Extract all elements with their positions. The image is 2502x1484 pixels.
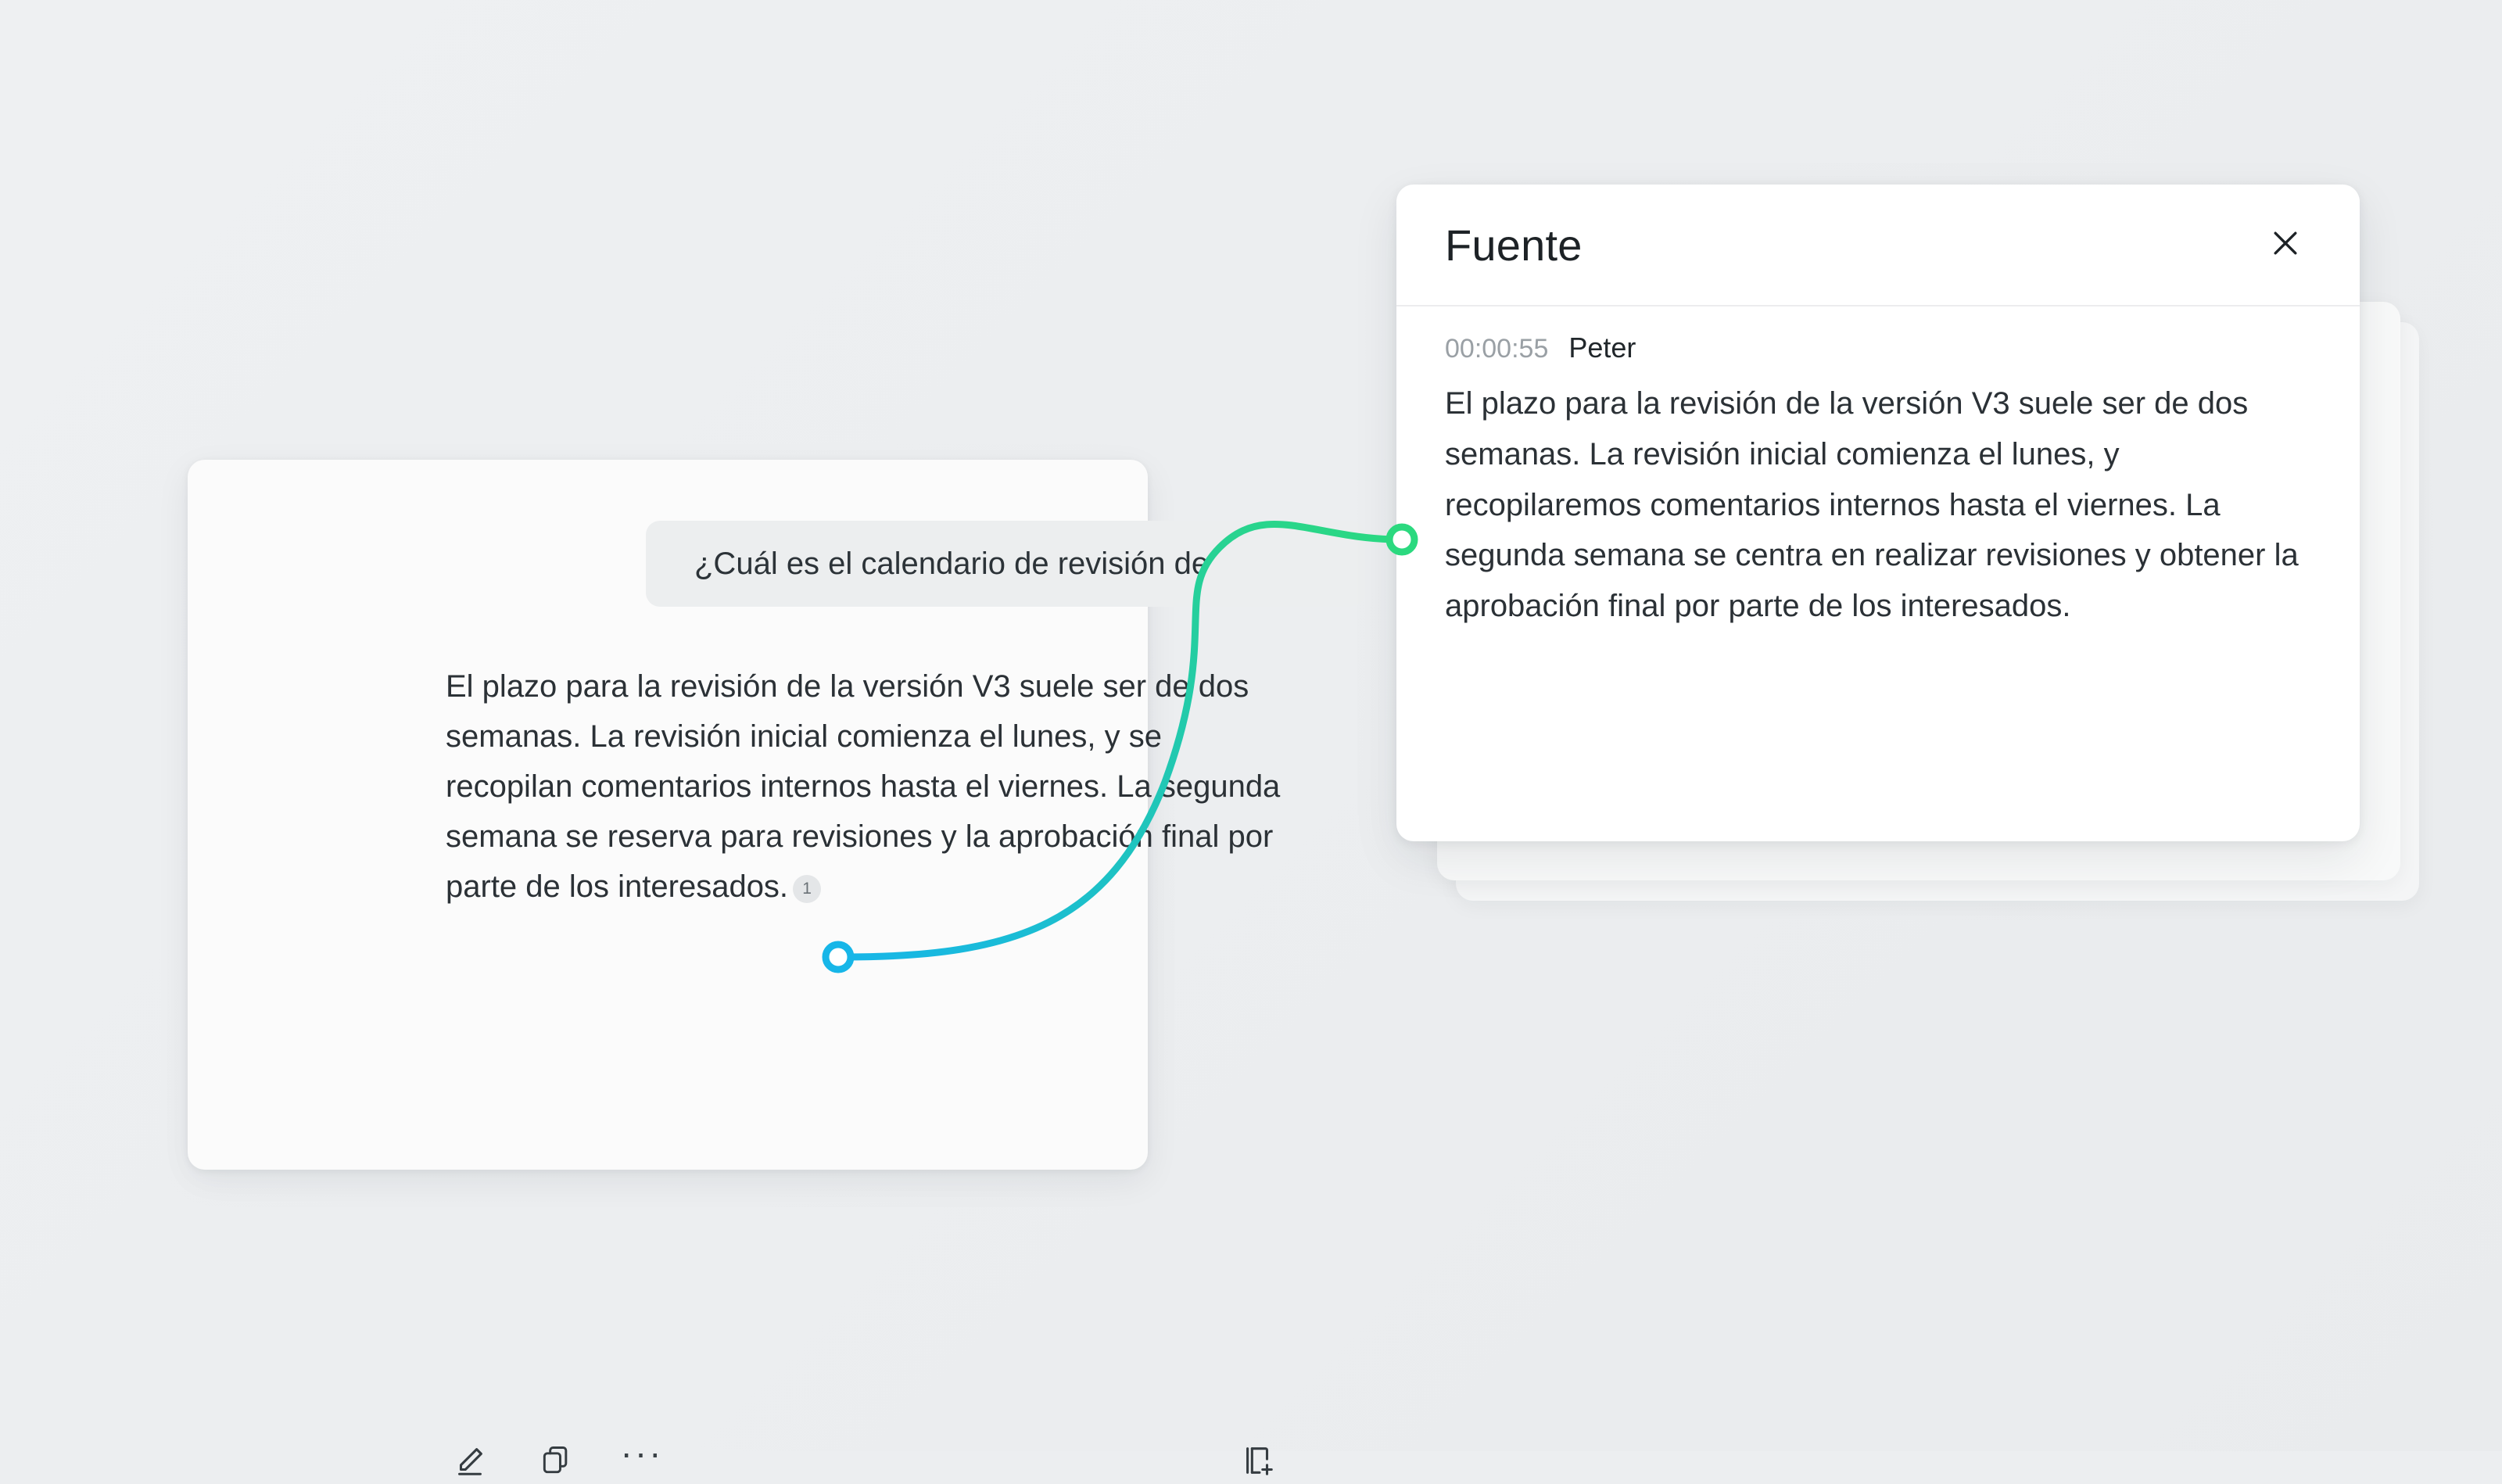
edit-button[interactable] — [446, 1437, 494, 1484]
pencil-icon — [452, 1443, 488, 1479]
user-message-text: ¿Cuál es el calendario de revisión de — [694, 547, 1210, 581]
source-meta — [1445, 332, 2311, 364]
add-to-document-button[interactable] — [1234, 1437, 1282, 1484]
source-panel-title: Fuente — [1445, 220, 1583, 270]
add-to-document-icon — [1240, 1443, 1276, 1479]
source-panel-header — [1396, 185, 2360, 306]
assistant-answer-text — [446, 661, 1282, 912]
source-panel — [1396, 185, 2360, 841]
close-icon — [2268, 226, 2303, 264]
source-quote-text: El plazo para la revisión de la versión V3 suele ser de dos semanas. La revisión inicial comienza el lunes, y recopilaremos comentarios internos hasta el viernes. La segunda semana se centra en realizar revisiones y obtener la aprobación final por parte de los interesados. — [1445, 386, 2299, 624]
copy-button[interactable] — [532, 1437, 580, 1484]
source-speaker: Peter — [1568, 332, 1636, 364]
chat-response-card — [188, 460, 1281, 1473]
more-options-icon: ··· — [620, 1432, 664, 1473]
source-timestamp[interactable]: 00:00:55 — [1445, 334, 1549, 364]
assistant-answer-body: El plazo para la revisión de la versión V3 suele ser de dos semanas. La revisión inicial comienza el lunes, y se recopilan comentarios internos hasta el viernes. La segunda semana se reserva para revisiones y la aprobación final por parte de los interesados. — [446, 669, 1281, 904]
citation-badge[interactable]: 1 — [793, 875, 821, 903]
assistant-answer — [446, 661, 1282, 912]
close-button[interactable] — [2260, 219, 2311, 271]
message-toolbar — [446, 1432, 1282, 1484]
source-panel-body — [1445, 332, 2311, 632]
copy-icon — [539, 1443, 573, 1478]
more-options-button[interactable] — [618, 1432, 666, 1484]
user-message-bubble — [646, 521, 1365, 607]
